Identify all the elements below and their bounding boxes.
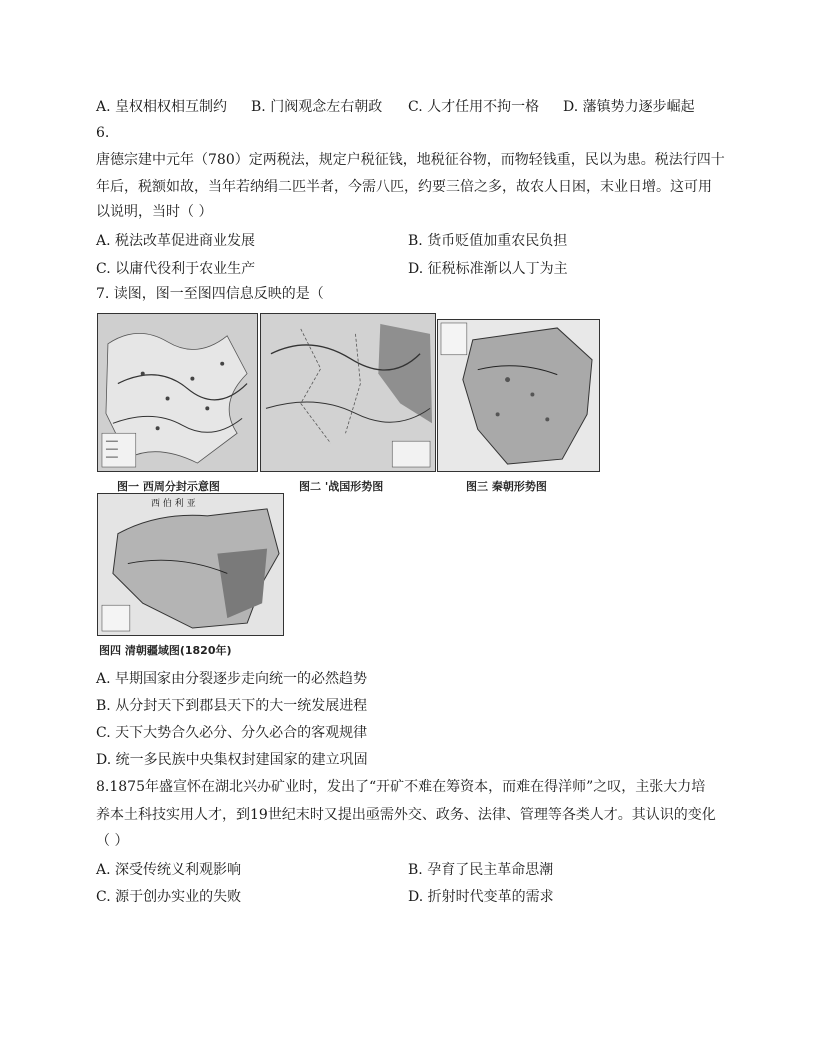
q6-option-c: C. 以庸代役利于农业生产 [96, 261, 256, 277]
q6-number: 6. [96, 125, 110, 141]
map-warring-states [260, 313, 436, 472]
q7-option-d: D. 统一多民族中央集权封建国家的建立巩固 [96, 752, 368, 768]
q8-option-d: D. 折射时代变革的需求 [408, 889, 554, 905]
q8-stem-line-2: 养本土科技实用人才，到19世纪末时又提出亟需外交、政务、法律、管理等各类人才。其认识的变化 [96, 807, 716, 823]
map-3-caption: 图三 秦朝形势图 [466, 480, 547, 493]
q6-stem-line-2: 年后，税额如故，当年若纳绢二匹半者，今需八匹，约要三倍之多，故农人日困，末业日增。这可用 [96, 179, 712, 195]
map-western-zhou [97, 313, 258, 472]
q6-option-a: A. 税法改革促进商业发展 [96, 233, 256, 249]
q7-option-c: C. 天下大势合久必分、分久必合的客观规律 [96, 725, 368, 741]
q8-option-c: C. 源于创办实业的失败 [96, 889, 242, 905]
q6-stem-line-1: 唐德宗建中元年（780）定两税法，规定户税征钱，地税征谷物，而物轻钱重，民以为患。税法行四十 [96, 152, 725, 168]
q7-stem: 7. 读图，图一至图四信息反映的是（ [96, 286, 324, 302]
map-1-caption: 图一 西周分封示意图 [117, 480, 220, 493]
q8-option-a: A. 深受传统义利观影响 [96, 862, 242, 878]
q5-option-d: D. 藩镇势力逐步崛起 [563, 99, 695, 115]
q7-option-b: B. 从分封天下到郡县天下的大一统发展进程 [96, 698, 368, 714]
map-qin-dynasty [437, 319, 600, 472]
map-4-caption: 图四 清朝疆域图(1820年) [99, 644, 232, 657]
q5-option-c: C. 人才任用不拘一格 [408, 99, 540, 115]
q7-option-a: A. 早期国家由分裂逐步走向统一的必然趋势 [96, 671, 368, 687]
q6-option-b: B. 货币贬值加重农民负担 [408, 233, 568, 249]
q8-stem-line-3: （ ） [96, 833, 129, 849]
map-4-top-label: 西 伯 利 亚 [151, 499, 196, 509]
map-2-caption: 图二 '战国形势图 [299, 480, 384, 493]
q5-option-a: A. 皇权相权相互制约 [96, 99, 228, 115]
q5-option-b: B. 门阀观念左右朝政 [251, 99, 383, 115]
q8-stem-line-1: 8.1875年盛宣怀在湖北兴办矿业时，发出了“开矿不难在筹资本，而难在得洋师”之叹，主张大力培 [96, 779, 706, 795]
q6-option-d: D. 征税标准渐以人丁为主 [408, 261, 568, 277]
map-qing-territory [97, 493, 284, 636]
q6-stem-line-3: 以说明，当时（ ） [96, 204, 213, 220]
q8-option-b: B. 孕育了民主革命思潮 [408, 862, 554, 878]
